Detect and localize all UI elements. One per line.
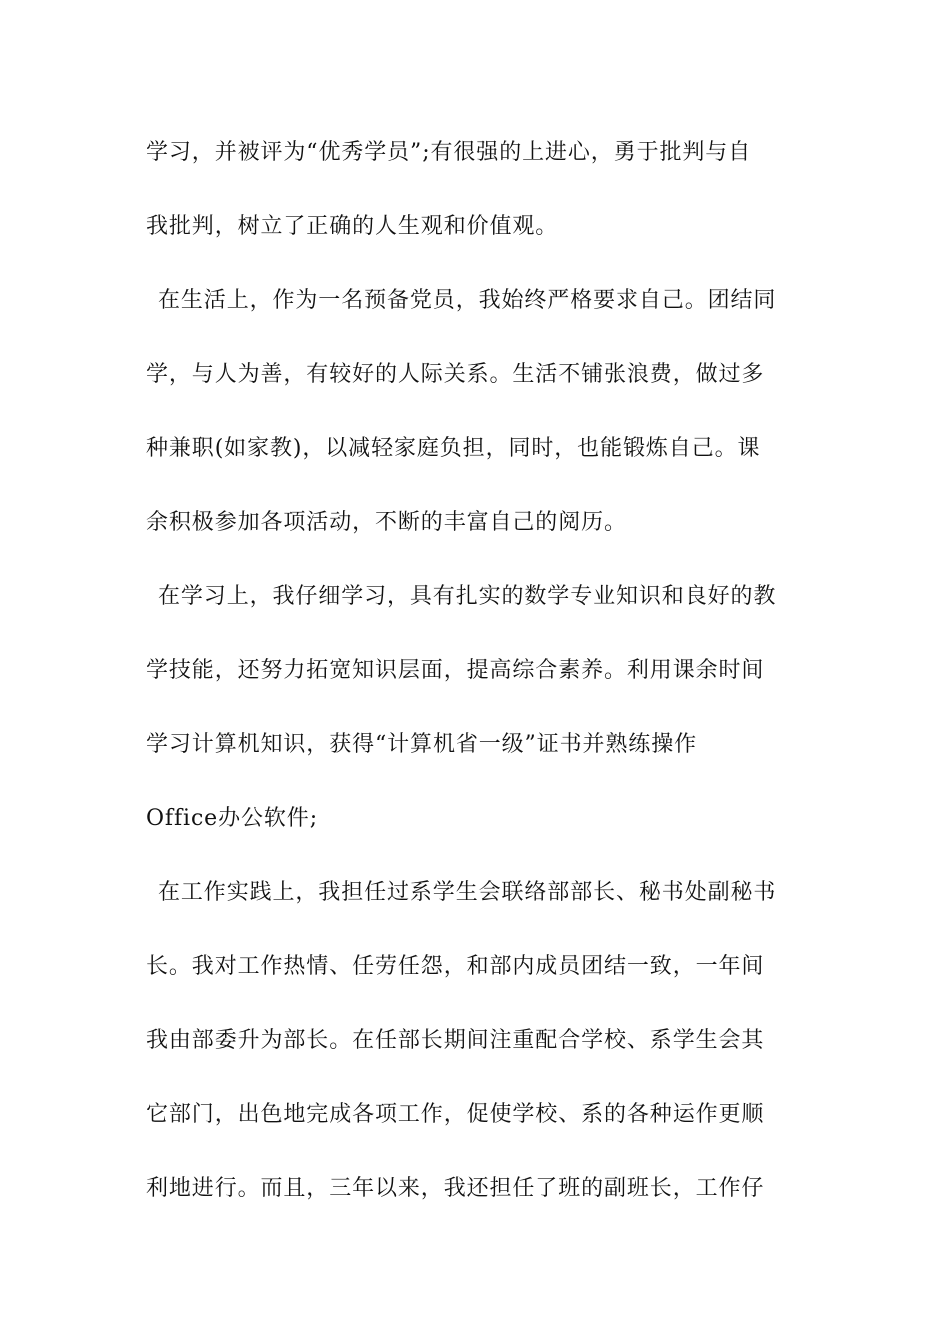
text-line: 学，与人为善，有较好的人际关系。生活不铺张浪费，做过多 [146,362,765,387]
text-line: Office办公软件; [146,806,319,831]
paragraph-start-line: 在生活上，作为一名预备党员，我始终严格要求自己。团结同 [158,288,777,313]
text-line: 我批判，树立了正确的人生观和价值观。 [146,214,559,239]
body-text [146,126,806,1236]
text-line: 它部门，出色地完成各项工作，促使学校、系的各种运作更顺 [146,1102,765,1127]
paragraph-start-line: 在工作实践上，我担任过系学生会联络部部长、秘书处副秘书 [158,880,777,905]
paragraph-start-line: 在学习上，我仔细学习，具有扎实的数学专业知识和良好的教 [158,584,777,609]
text-line: 余积极参加各项活动，不断的丰富自己的阅历。 [146,510,627,535]
text-line: 利地进行。而且，三年以来，我还担任了班的副班长，工作仔 [146,1176,765,1201]
text-line: 我由部委升为部长。在任部长期间注重配合学校、系学生会其 [146,1028,765,1053]
text-line: 学习，并被评为“优秀学员”;有很强的上进心，勇于批判与自 [146,140,752,165]
text-line: 种兼职(如家教)，以减轻家庭负担，同时，也能锻炼自己。课 [146,436,761,461]
text-line: 长。我对工作热情、任劳任怨，和部内成员团结一致，一年间 [146,954,765,979]
text-line: 学习计算机知识，获得“计算机省一级”证书并熟练操作 [146,732,697,757]
text-line: 学技能，还努力拓宽知识层面，提高综合素养。利用课余时间 [146,658,765,683]
